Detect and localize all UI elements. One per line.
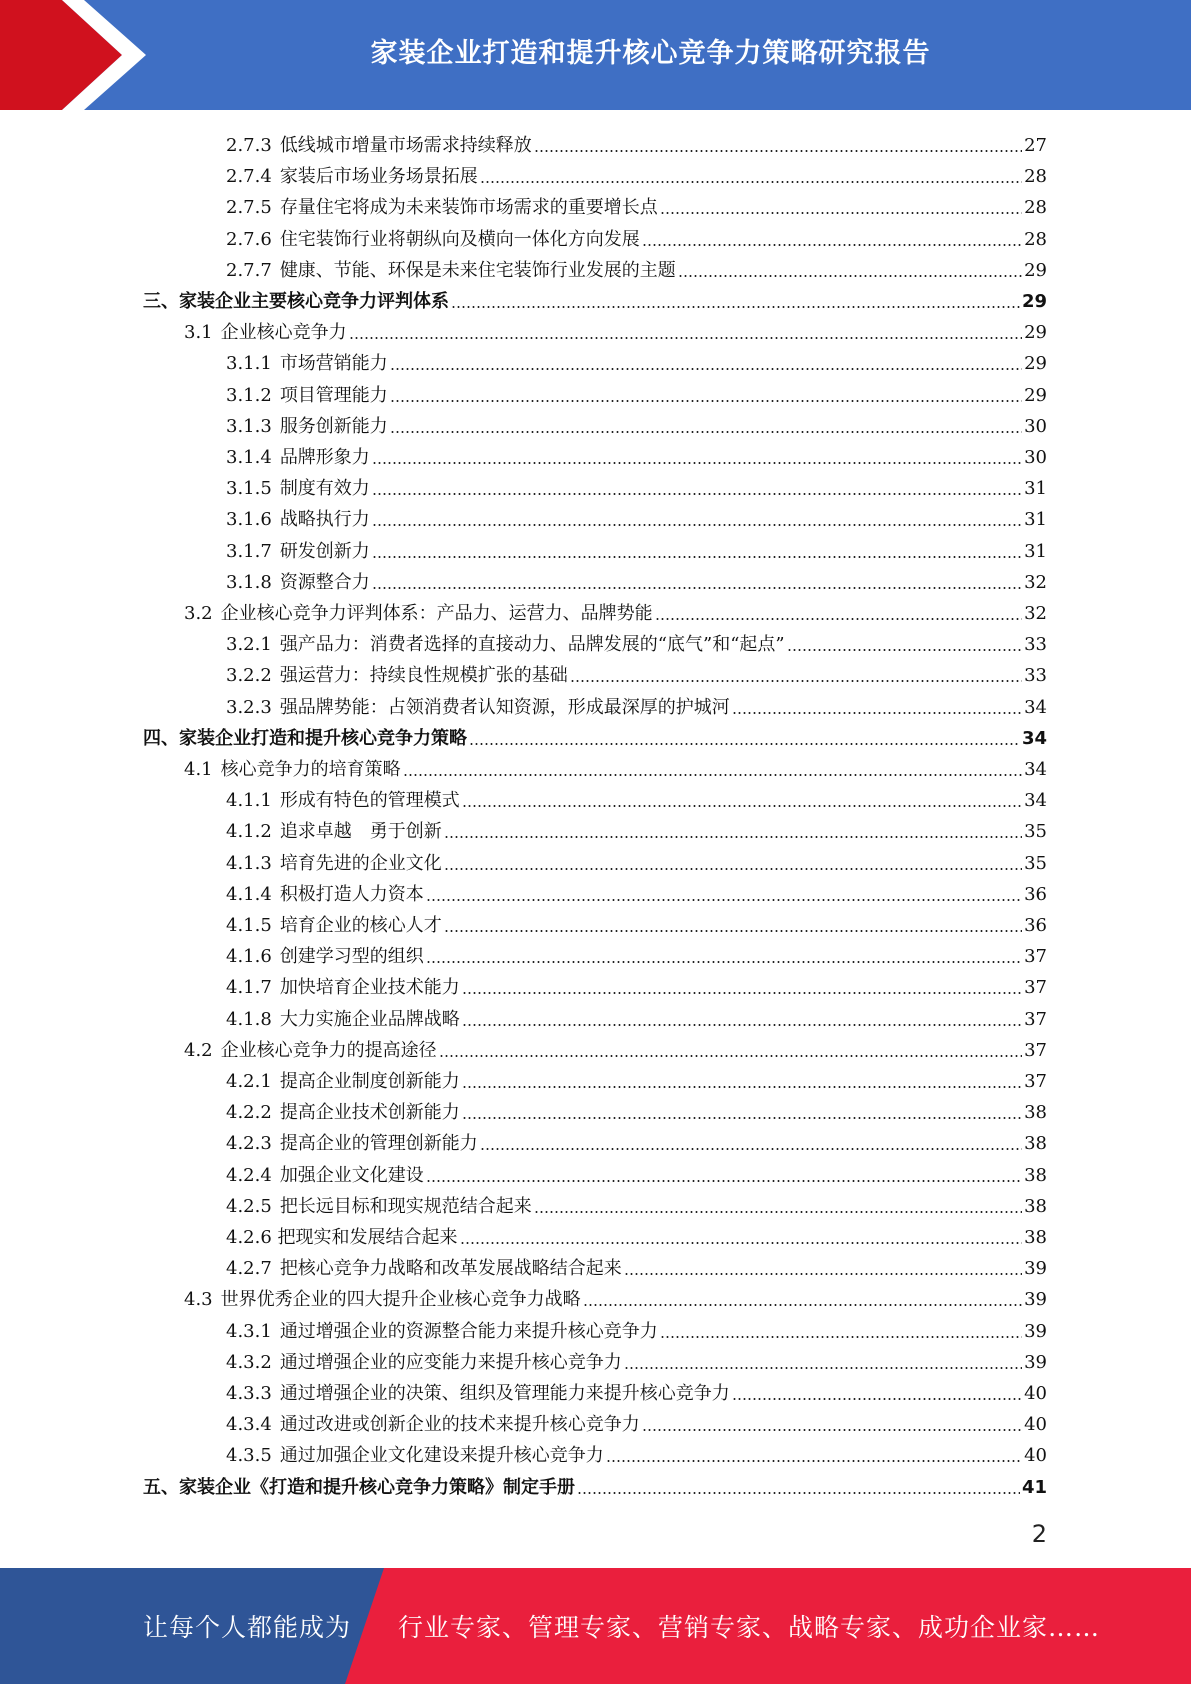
toc-entry-title: 通过加强企业文化建设来提升核心竞争力 <box>279 1445 604 1467</box>
toc-entry-title: 把长远目标和现实规范结合起来 <box>279 1195 532 1217</box>
toc-entry[interactable] <box>226 1312 1047 1343</box>
toc-entry-page: 38 <box>1024 1102 1047 1124</box>
toc-entry[interactable] <box>184 594 1047 625</box>
toc-entry[interactable] <box>226 1093 1047 1124</box>
toc-entry-title: 资源整合力 <box>279 571 370 593</box>
toc-entry-number: 3.1.7 <box>226 540 272 562</box>
toc-entry[interactable] <box>226 407 1047 438</box>
toc-entry-number: 3.2.3 <box>226 696 272 718</box>
toc-entry-page: 29 <box>1024 384 1047 406</box>
toc-entry-number: 3.1.6 <box>226 509 272 531</box>
toc-entry-page: 38 <box>1024 1133 1047 1155</box>
toc-entry[interactable] <box>226 1436 1047 1467</box>
toc-entry-number: 4.2.7 <box>226 1258 272 1280</box>
toc-entry-number: 4.1.7 <box>226 977 272 999</box>
toc-entry[interactable] <box>143 282 1047 313</box>
toc-entry[interactable] <box>226 1405 1047 1436</box>
page-footer <box>0 1568 1191 1684</box>
footer-slogan-left: 让每个人都能成为 <box>143 1613 352 1642</box>
toc-dot-leader <box>390 368 1022 370</box>
toc-entry[interactable] <box>226 376 1047 407</box>
toc-dot-leader <box>534 1211 1022 1213</box>
toc-dot-leader <box>469 743 1020 745</box>
toc-entry-page: 29 <box>1024 259 1047 281</box>
toc-entry-number: 4.1.5 <box>226 915 272 936</box>
toc-entry[interactable] <box>226 688 1047 719</box>
toc-entry[interactable] <box>226 500 1047 531</box>
toc-entry-title: 通过改进或创新企业的技术来提升核心竞争力 <box>279 1414 640 1436</box>
toc-entry-title: 四、家装企业打造和提升核心竞争力策略 <box>143 727 467 749</box>
toc-dot-leader <box>624 1273 1022 1275</box>
toc-entry[interactable] <box>226 812 1047 843</box>
toc-entry-page: 35 <box>1024 852 1047 874</box>
toc-entry-page: 34 <box>1024 696 1047 718</box>
toc-entry-title: 世界优秀企业的四大提升企业核心竞争力战略 <box>220 1289 581 1311</box>
toc-entry[interactable] <box>226 344 1047 375</box>
toc-dot-leader <box>534 150 1022 152</box>
toc-entry[interactable] <box>226 937 1047 968</box>
toc-entry-page: 34 <box>1024 759 1047 780</box>
toc-entry[interactable] <box>226 656 1047 687</box>
toc-entry[interactable] <box>226 220 1047 251</box>
toc-entry[interactable] <box>226 1249 1047 1280</box>
toc-entry-page: 40 <box>1024 1414 1047 1436</box>
toc-entry-page: 32 <box>1024 603 1047 624</box>
toc-entry-title: 提高企业制度创新能力 <box>279 1071 460 1092</box>
toc-entry-page: 34 <box>1021 727 1047 749</box>
toc-entry-number: 4.3.1 <box>226 1320 272 1342</box>
toc-entry-page: 30 <box>1024 447 1047 468</box>
toc-dot-leader <box>439 1055 1022 1057</box>
toc-dot-leader <box>642 1429 1022 1431</box>
toc-entry-page: 39 <box>1024 1351 1047 1373</box>
toc-entry-title: 通过增强企业的应变能力来提升核心竞争力 <box>279 1351 622 1373</box>
toc-entry-page: 31 <box>1024 540 1047 562</box>
toc-dot-leader <box>390 400 1022 402</box>
toc-entry-page: 31 <box>1024 509 1047 531</box>
toc-dot-leader <box>583 1304 1022 1306</box>
toc-entry-page: 37 <box>1024 1039 1047 1061</box>
toc-entry-number: 4.3.2 <box>226 1351 272 1373</box>
toc-entry-number: 4.2.5 <box>226 1195 272 1217</box>
toc-dot-leader <box>480 1148 1022 1150</box>
toc-dot-leader <box>451 306 1020 308</box>
toc-entry[interactable] <box>226 625 1047 656</box>
toc-entry-page: 38 <box>1024 1195 1047 1217</box>
toc-dot-leader <box>732 1398 1022 1400</box>
toc-dot-leader <box>660 212 1022 214</box>
toc-dot-leader <box>444 930 1022 932</box>
toc-entry-page: 35 <box>1024 821 1047 843</box>
toc-dot-leader <box>787 649 1022 651</box>
toc-dot-leader <box>372 556 1022 558</box>
toc-entry-page: 39 <box>1024 1320 1047 1342</box>
toc-entry-number: 4.3 <box>184 1289 213 1311</box>
toc-entry[interactable] <box>226 438 1047 469</box>
toc-entry[interactable] <box>226 875 1047 906</box>
toc-entry-number: 3.2.2 <box>226 665 272 687</box>
toc-entry-page: 37 <box>1024 1008 1047 1030</box>
toc-entry[interactable] <box>226 251 1047 282</box>
toc-entry-number: 4.3.4 <box>226 1414 272 1436</box>
toc-entry-page: 31 <box>1024 478 1047 500</box>
toc-entry-page: 28 <box>1024 197 1047 219</box>
toc-entry[interactable] <box>226 532 1047 563</box>
toc-entry-title: 企业核心竞争力评判体系：产品力、运营力、品牌势能 <box>220 603 653 624</box>
toc-entry-title: 创建学习型的组织 <box>279 946 424 968</box>
toc-entry-number: 4.1.1 <box>226 790 272 812</box>
toc-entry-title: 加快培育企业技术能力 <box>279 977 460 999</box>
toc-entry-number: 2.7.5 <box>226 197 272 219</box>
toc-entry-number: 4.2.2 <box>226 1102 272 1124</box>
toc-dot-leader <box>480 181 1022 183</box>
toc-entry-number: 4.3.5 <box>226 1445 272 1467</box>
toc-dot-leader <box>372 493 1022 495</box>
toc-entry-page: 39 <box>1024 1258 1047 1280</box>
toc-dot-leader <box>570 680 1022 682</box>
toc-entry[interactable] <box>226 1187 1047 1218</box>
toc-entry-page: 41 <box>1021 1476 1047 1498</box>
toc-entry[interactable] <box>184 750 1047 781</box>
toc-entry-title: 存量住宅将成为未来装饰市场需求的重要增长点 <box>279 197 658 219</box>
toc-entry-page: 37 <box>1024 946 1047 968</box>
toc-entry-title: 4.2.6 把现实和发展结合起来 <box>226 1227 458 1248</box>
toc-entry-page: 38 <box>1024 1227 1047 1248</box>
toc-entry-title: 通过增强企业的资源整合能力来提升核心竞争力 <box>279 1320 658 1342</box>
toc-entry-page: 33 <box>1024 634 1047 656</box>
toc-entry-title: 项目管理能力 <box>279 384 388 406</box>
toc-dot-leader <box>624 1367 1022 1369</box>
toc-entry-title: 追求卓越 勇于创新 <box>279 821 442 843</box>
toc-entry-page: 37 <box>1024 977 1047 999</box>
toc-entry-number: 4.1.4 <box>226 883 272 905</box>
toc-entry[interactable] <box>226 781 1047 812</box>
toc-entry[interactable] <box>226 1343 1047 1374</box>
footer-slogan-right: 行业专家、管理专家、营销专家、战略专家、成功企业家…… <box>398 1613 1101 1642</box>
toc-dot-leader <box>444 868 1022 870</box>
toc-entry-title: 企业核心竞争力的提高途径 <box>220 1039 437 1061</box>
toc-entry-title: 强运营力：持续良性规模扩张的基础 <box>279 665 568 687</box>
toc-dot-leader <box>642 244 1022 246</box>
toc-entry-title: 市场营销能力 <box>279 353 388 375</box>
toc-dot-leader <box>660 1336 1022 1338</box>
toc-dot-leader <box>462 1086 1022 1088</box>
toc-dot-leader <box>678 275 1022 277</box>
toc-entry-title: 通过增强企业的决策、组织及管理能力来提升核心竞争力 <box>279 1383 730 1404</box>
toc-entry-number: 3.1.4 <box>226 447 272 468</box>
toc-entry-number: 3.1.5 <box>226 478 272 500</box>
toc-entry-page: 40 <box>1024 1445 1047 1467</box>
toc-entry-page: 34 <box>1024 790 1047 812</box>
toc-entry[interactable] <box>226 968 1047 999</box>
toc-entry-title: 家装后市场业务场景拓展 <box>279 166 478 188</box>
toc-entry[interactable] <box>226 1218 1047 1249</box>
toc-dot-leader <box>462 1117 1022 1119</box>
toc-entry-title: 健康、节能、环保是未来住宅装饰行业发展的主题 <box>279 259 676 281</box>
toc-dot-leader <box>390 431 1022 433</box>
page-number: 2 <box>1031 1520 1047 1548</box>
toc-entry-number: 4.2.3 <box>226 1133 272 1155</box>
toc-entry-title: 大力实施企业品牌战略 <box>279 1008 460 1030</box>
toc-entry-number: 3.1.3 <box>226 415 272 437</box>
toc-entry-page: 30 <box>1024 415 1047 437</box>
toc-entry[interactable] <box>226 1156 1047 1187</box>
toc-entry-number: 3.1 <box>184 322 213 344</box>
toc-entry-page: 39 <box>1024 1289 1047 1311</box>
toc-entry-page: 29 <box>1024 322 1047 344</box>
toc-entry-title: 服务创新能力 <box>279 415 388 437</box>
toc-entry-title: 加强企业文化建设 <box>279 1164 424 1186</box>
toc-entry[interactable] <box>226 906 1047 937</box>
toc-entry-title: 研发创新力 <box>279 540 370 562</box>
toc-entry-page: 28 <box>1024 166 1047 188</box>
toc-dot-leader <box>606 1460 1022 1462</box>
toc-entry-title: 把核心竞争力战略和改革发展战略结合起来 <box>279 1258 622 1280</box>
toc-entry-number: 2.7.7 <box>226 259 272 281</box>
toc-dot-leader <box>426 899 1022 901</box>
toc-entry-number: 4.2 <box>184 1039 213 1061</box>
toc-entry-number: 4.1 <box>184 759 213 780</box>
toc-entry-page: 36 <box>1024 883 1047 905</box>
toc-entry-page: 40 <box>1024 1383 1047 1404</box>
toc-entry-title: 品牌形象力 <box>279 447 370 468</box>
toc-entry[interactable] <box>184 1031 1047 1062</box>
toc-entry-page: 36 <box>1024 915 1047 936</box>
toc-entry-title: 培育先进的企业文化 <box>279 852 442 874</box>
toc-entry-title: 制度有效力 <box>279 478 370 500</box>
toc-dot-leader <box>426 1180 1022 1182</box>
toc-entry-title: 三、家装企业主要核心竞争力评判体系 <box>143 291 449 312</box>
toc-dot-leader <box>372 587 1022 589</box>
toc-dot-leader <box>444 836 1022 838</box>
toc-dot-leader <box>426 961 1022 963</box>
toc-entry[interactable] <box>226 469 1047 500</box>
toc-entry-number: 2.7.3 <box>226 135 272 156</box>
toc-entry-page: 33 <box>1024 665 1047 687</box>
toc-dot-leader <box>732 712 1022 714</box>
toc-entry-title: 培育企业的核心人才 <box>279 915 442 936</box>
toc-entry-page: 27 <box>1024 135 1047 156</box>
toc-entry[interactable] <box>226 126 1047 157</box>
toc-entry-number: 4.1.6 <box>226 946 272 968</box>
toc-entry-number: 3.1.8 <box>226 571 272 593</box>
toc-entry[interactable] <box>226 1000 1047 1031</box>
toc-entry-number: 3.1.1 <box>226 353 272 375</box>
toc-entry-title: 强产品力：消费者选择的直接动力、品牌发展的“底气”和“起点” <box>279 634 785 656</box>
toc-entry[interactable] <box>184 1280 1047 1311</box>
document-title: 家装企业打造和提升核心竞争力策略研究报告 <box>370 37 931 69</box>
toc-entry-number: 3.2 <box>184 603 213 624</box>
toc-dot-leader <box>349 337 1022 339</box>
toc-entry-title: 形成有特色的管理模式 <box>279 790 460 812</box>
toc-entry-page: 32 <box>1024 571 1047 593</box>
toc-entry[interactable] <box>226 1124 1047 1155</box>
toc-entry[interactable] <box>143 719 1047 750</box>
toc-entry-title: 提高企业的管理创新能力 <box>279 1133 478 1155</box>
toc-entry-number: 4.1.8 <box>226 1008 272 1030</box>
toc-entry-page: 28 <box>1024 228 1047 250</box>
toc-entry-page: 37 <box>1024 1071 1047 1092</box>
toc-dot-leader <box>372 462 1022 464</box>
toc-dot-leader <box>577 1492 1020 1494</box>
toc-entry-title: 战略执行力 <box>279 509 370 531</box>
toc-entry[interactable] <box>226 844 1047 875</box>
toc-dot-leader <box>655 618 1022 620</box>
toc-dot-leader <box>460 1242 1023 1244</box>
toc-dot-leader <box>462 1024 1022 1026</box>
toc-entry-page: 29 <box>1021 291 1047 312</box>
toc-entry-number: 3.2.1 <box>226 634 272 656</box>
toc-entry-number: 4.1.3 <box>226 852 272 874</box>
toc-entry-number: 2.7.4 <box>226 166 272 188</box>
toc-entry-title: 企业核心竞争力 <box>220 322 347 344</box>
toc-entry-title: 提高企业技术创新能力 <box>279 1102 460 1124</box>
toc-entry-title: 核心竞争力的培育策略 <box>220 759 401 780</box>
toc-entry[interactable] <box>226 188 1047 219</box>
toc-entry[interactable] <box>226 563 1047 594</box>
toc-entry-title: 低线城市增量市场需求持续释放 <box>279 135 532 156</box>
page-header <box>0 0 1191 110</box>
toc-entry-number: 4.2.4 <box>226 1164 272 1186</box>
toc-entry-number: 3.1.2 <box>226 384 272 406</box>
toc-entry-title: 强品牌势能：占领消费者认知资源，形成最深厚的护城河 <box>279 696 730 718</box>
toc-entry-page: 38 <box>1024 1164 1047 1186</box>
toc-dot-leader <box>403 774 1022 776</box>
toc-entry-title: 积极打造人力资本 <box>279 883 424 905</box>
toc-dot-leader <box>462 805 1022 807</box>
toc-entry[interactable] <box>143 1468 1047 1499</box>
toc-entry[interactable] <box>184 313 1047 344</box>
toc-entry-number: 4.3.3 <box>226 1383 272 1404</box>
toc-entry-number: 4.1.2 <box>226 821 272 843</box>
toc-entry[interactable] <box>226 1062 1047 1093</box>
toc-entry-number: 4.2.1 <box>226 1071 272 1092</box>
toc-entry-page: 29 <box>1024 353 1047 375</box>
toc-dot-leader <box>372 524 1022 526</box>
toc-entry-title: 五、家装企业《打造和提升核心竞争力策略》制定手册 <box>143 1476 575 1498</box>
toc-entry[interactable] <box>226 157 1047 188</box>
toc-entry[interactable] <box>226 1374 1047 1405</box>
toc-entry-title: 住宅装饰行业将朝纵向及横向一体化方向发展 <box>279 228 640 250</box>
toc-dot-leader <box>462 992 1022 994</box>
toc-entry-number: 2.7.6 <box>226 228 272 250</box>
